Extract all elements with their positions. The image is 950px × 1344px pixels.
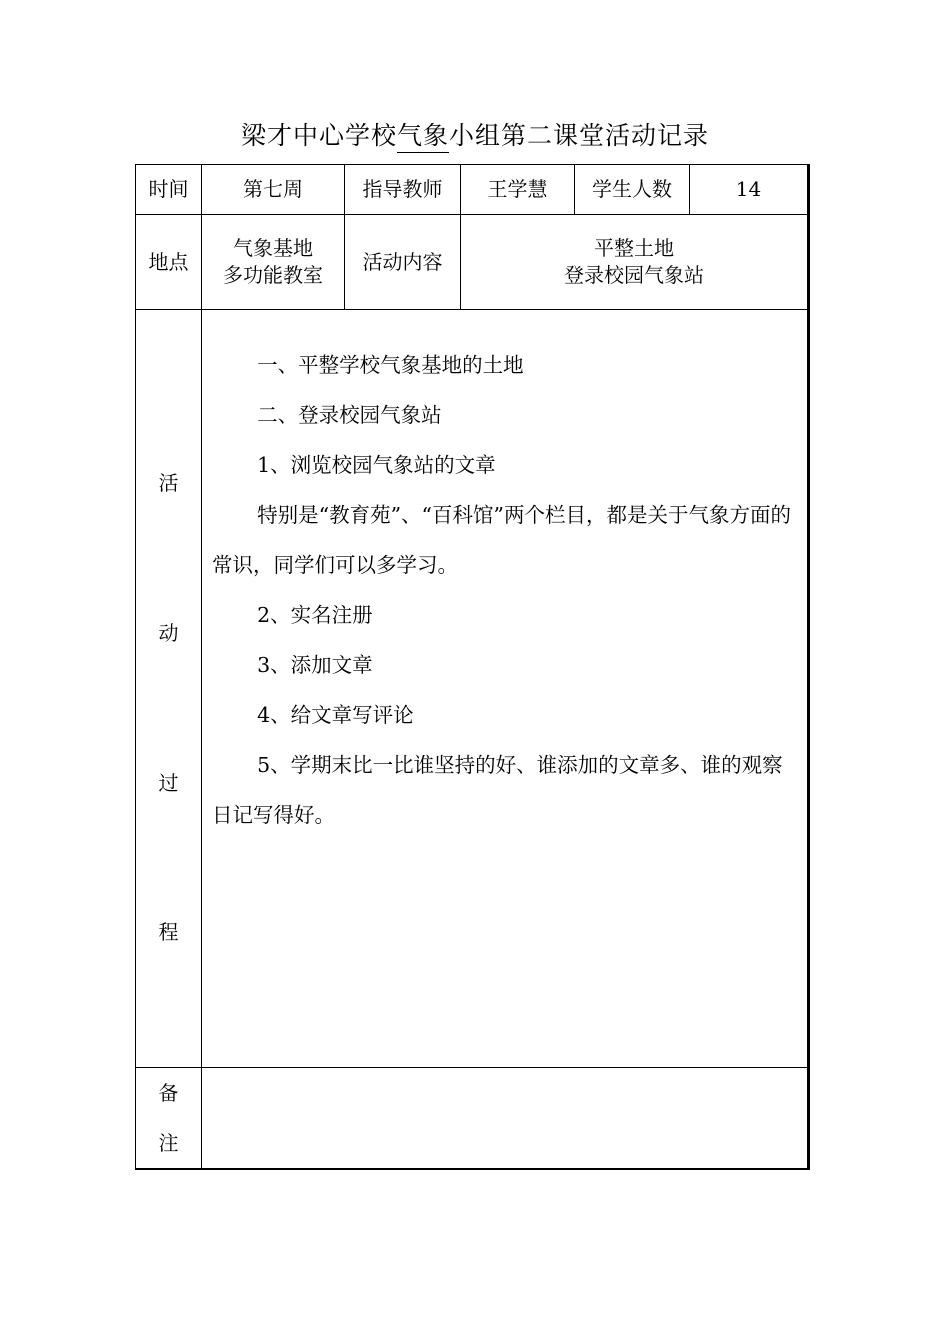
- process-paragraph: 一、平整学校气象基地的土地: [257, 353, 524, 377]
- row-remarks: [136, 1068, 809, 1170]
- teacher-value: 王学慧: [461, 165, 575, 215]
- process-paragraph: 2、实名注册: [257, 603, 373, 627]
- process-paragraph: 特别是“教育苑”、“百科馆”两个栏目，都是关于气象方面的常识，同学们可以多学习。: [212, 503, 792, 577]
- document-title: [0, 116, 950, 152]
- process-label-char: 过: [158, 771, 179, 795]
- row-time: [136, 165, 809, 215]
- students-label: 学生人数: [575, 165, 690, 215]
- remarks-value: [202, 1068, 809, 1170]
- remarks-label-char: 注: [158, 1131, 179, 1155]
- time-label: 时间: [136, 165, 202, 215]
- process-paragraph: 3、添加文章: [257, 653, 373, 677]
- process-paragraph: 5、学期末比一比谁坚持的好、谁添加的文章多、谁的观察日记写得好。: [212, 753, 783, 827]
- content-value-line1: 平整土地: [594, 236, 674, 260]
- place-value: [202, 215, 345, 310]
- place-value-line1: 气象基地: [233, 236, 313, 260]
- place-label: 地点: [136, 215, 202, 310]
- place-value-line2: 多功能教室: [223, 263, 323, 287]
- process-label: [136, 310, 202, 1068]
- students-value: 14: [690, 165, 809, 215]
- process-paragraph: 4、给文章写评论: [257, 703, 414, 727]
- remarks-label: [136, 1068, 202, 1170]
- time-value: 第七周: [202, 165, 345, 215]
- title-suffix: 小组第二课堂活动记录: [449, 121, 710, 150]
- process-paragraph: 1、浏览校园气象站的文章: [257, 453, 496, 477]
- process-label-char: 动: [158, 621, 179, 645]
- content-label: 活动内容: [345, 215, 461, 310]
- title-underlined: 气象: [397, 121, 449, 153]
- activity-record-table: [135, 164, 810, 1170]
- process-label-char: 活: [158, 471, 179, 495]
- row-place: [136, 215, 809, 310]
- remarks-label-char: 备: [158, 1081, 179, 1105]
- row-process: [136, 310, 809, 1068]
- process-paragraph: 二、登录校园气象站: [257, 403, 442, 427]
- content-value-line2: 登录校园气象站: [564, 263, 704, 287]
- content-value: [461, 215, 809, 310]
- process-label-char: 程: [158, 920, 179, 944]
- teacher-label: 指导教师: [345, 165, 461, 215]
- title-prefix: 梁才中心学校: [240, 121, 397, 150]
- process-content: [202, 310, 809, 1068]
